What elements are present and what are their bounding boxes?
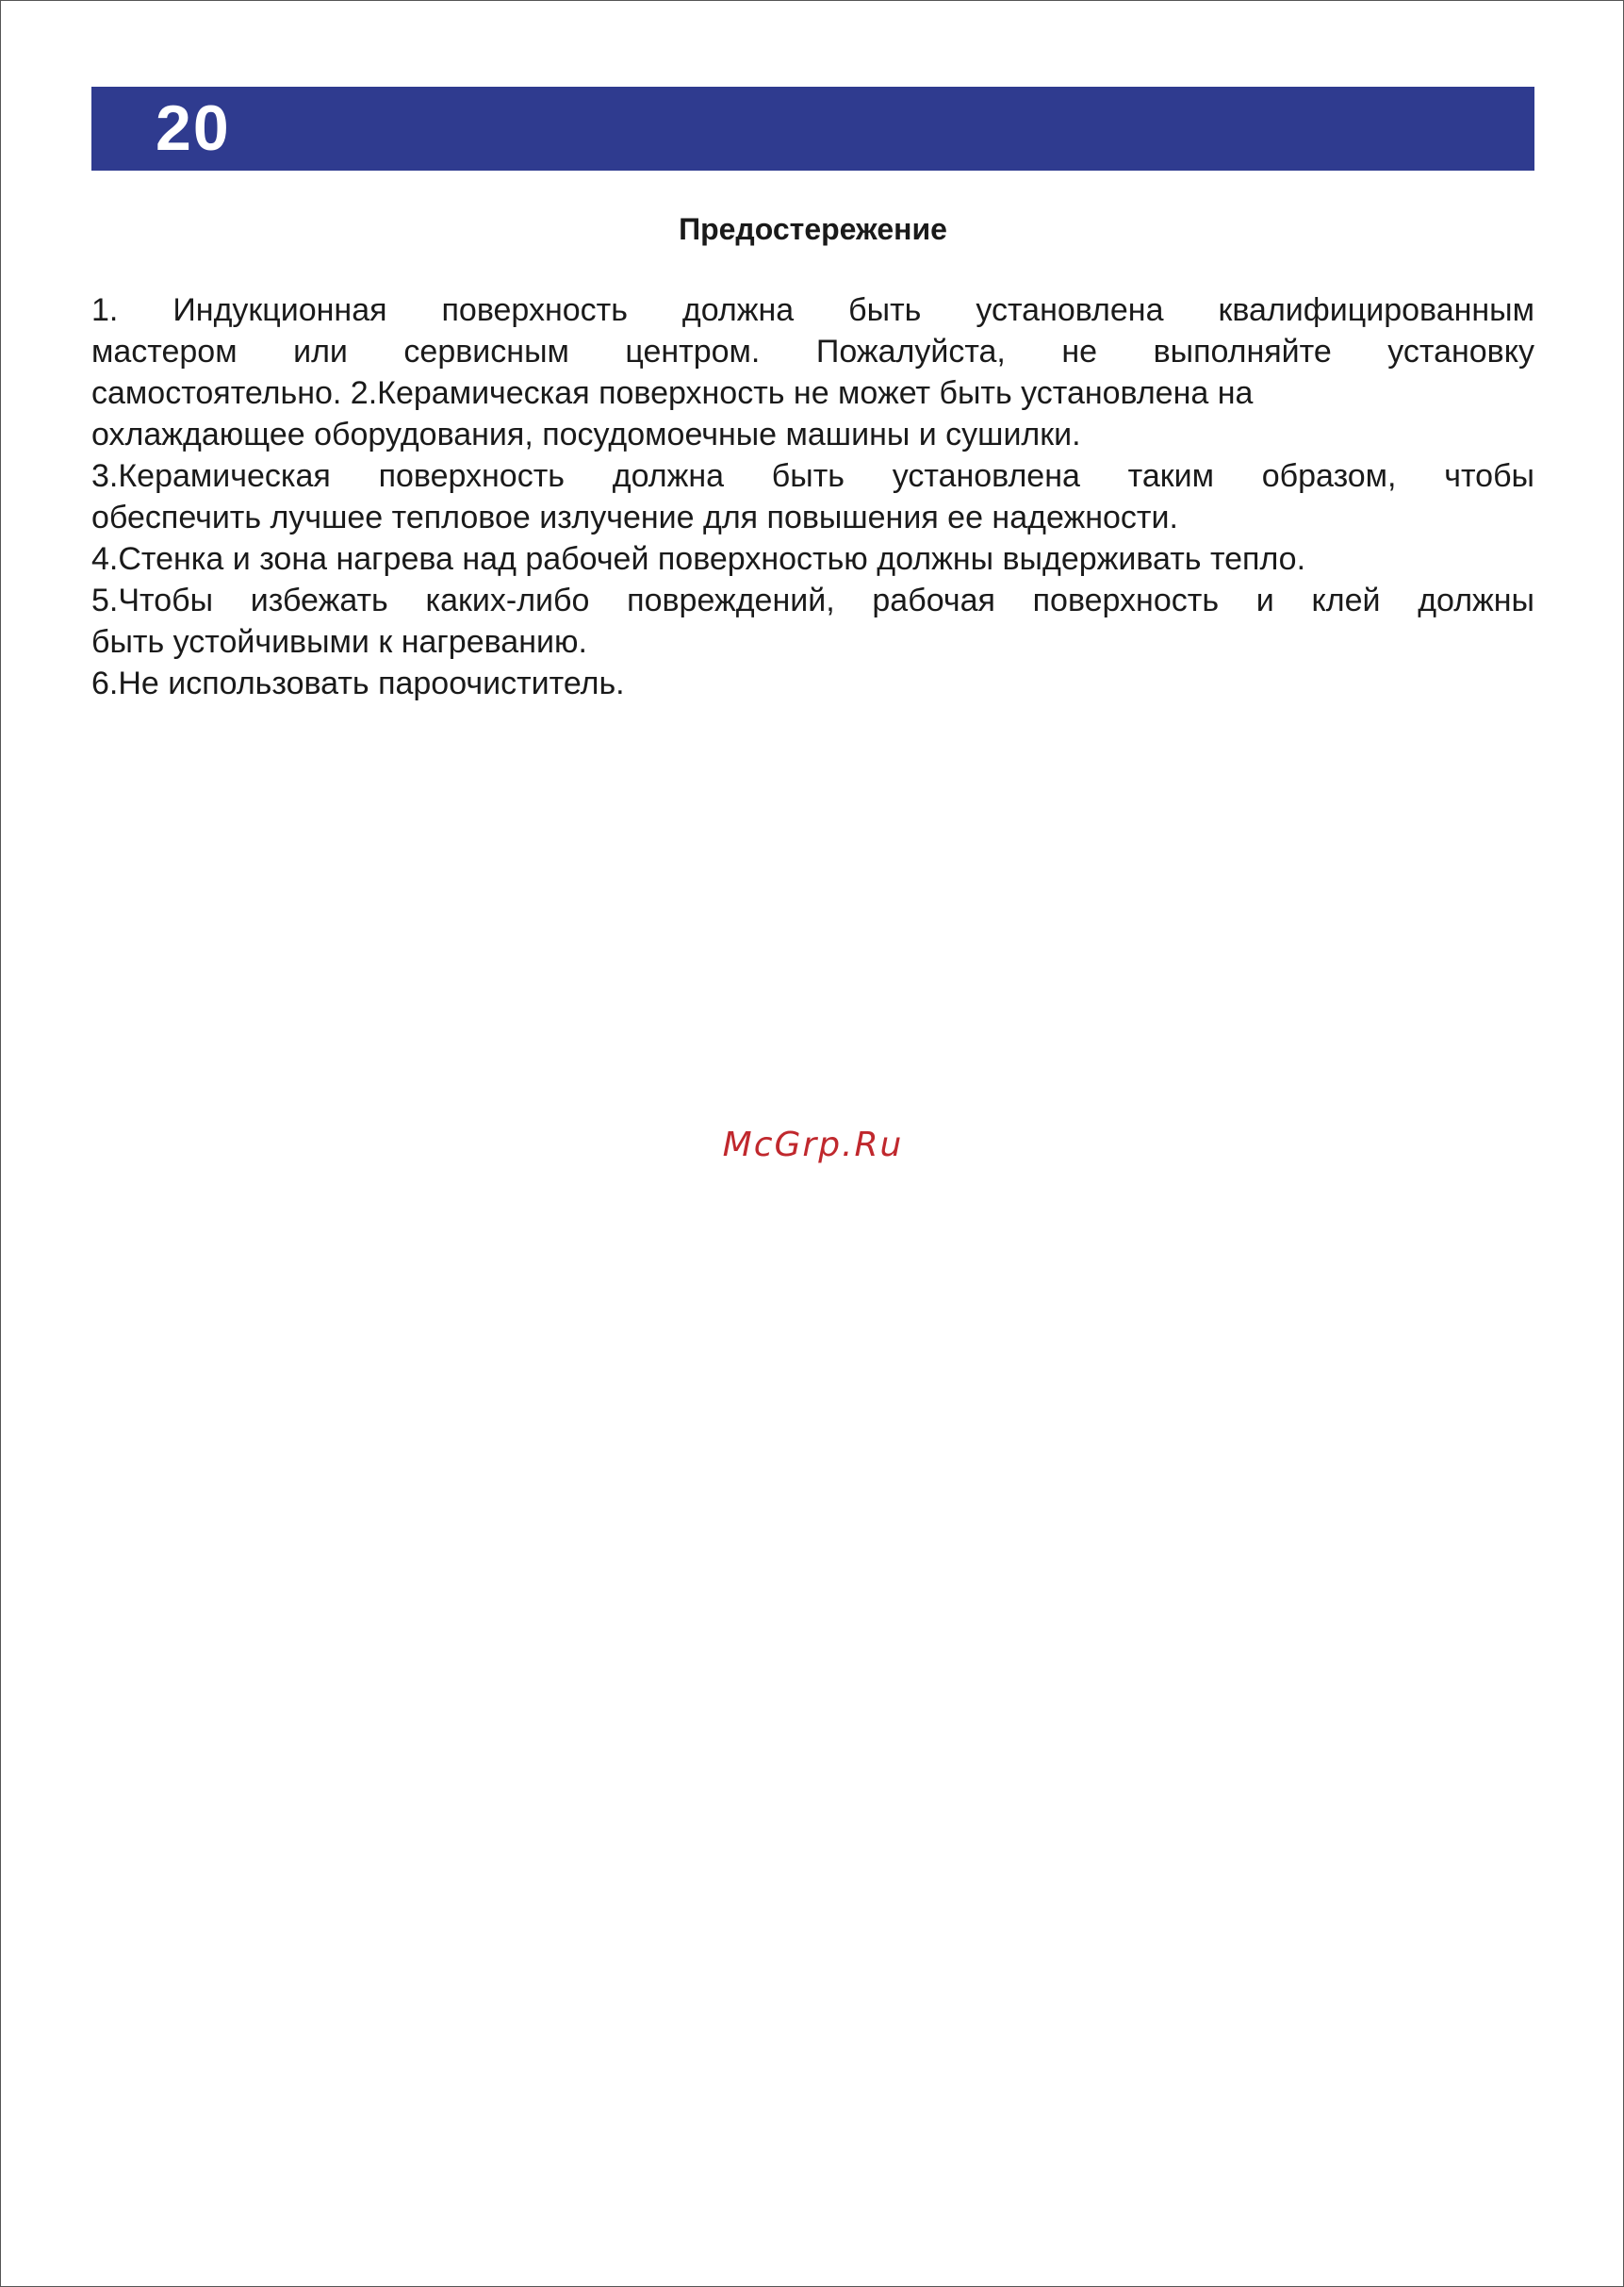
text-line: 6.Не использовать пароочиститель. (91, 666, 625, 701)
warning-text (91, 289, 1534, 704)
text-line: самостоятельно. 2.Керамическая поверхность не может быть установлена на (91, 375, 1254, 411)
header-band (91, 87, 1534, 171)
text-line: 1. Индукционная поверхность должна быть установлена квалифицированным (91, 292, 1534, 328)
page-number: 20 (156, 92, 231, 164)
text-line: охлаждающее оборудования, посудомоечные машины и сушилки. (91, 417, 1081, 452)
text-line: быть устойчивыми к нагреванию. (91, 624, 587, 660)
text-line: 4.Стенка и зона нагрева над рабочей поверхностью должны выдерживать тепло. (91, 541, 1306, 577)
text-line: обеспечить лучшее тепловое излучение для повышения ее надежности. (91, 500, 1178, 535)
section-title: Предостережение (679, 212, 947, 246)
text-line: мастером или сервисным центром. Пожалуйста, не выполняйте установку (91, 334, 1534, 370)
text-line: 3.Керамическая поверхность должна быть установлена таким образом, чтобы (91, 458, 1534, 494)
text-line: 5.Чтобы избежать каких-либо повреждений, рабочая поверхность и клей должны (91, 583, 1534, 618)
watermark: McGrp.Ru (722, 1126, 904, 1164)
